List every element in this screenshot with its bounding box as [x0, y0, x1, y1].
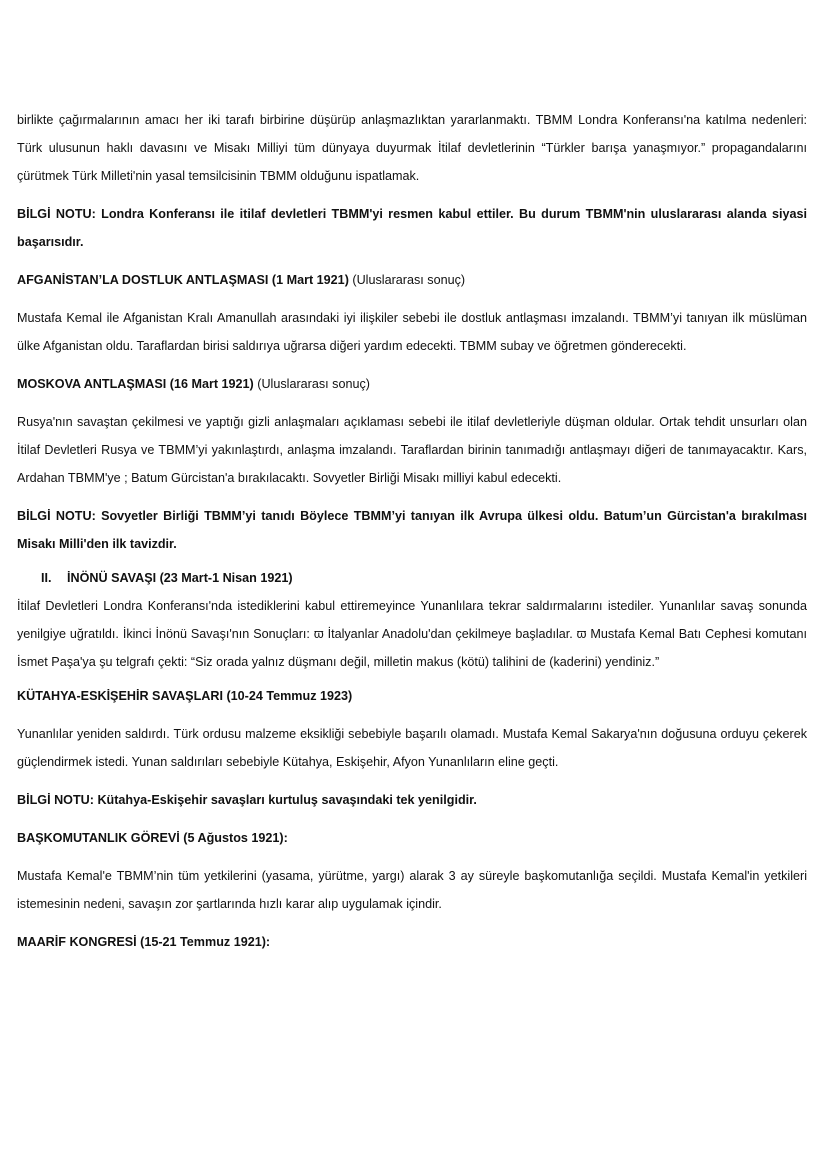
- heading-afghanistan-tag: (Uluslararası sonuç): [348, 273, 466, 287]
- paragraph-moscow: Rusya'nın savaştan çekilmesi ve yaptığı gizli anlaşmaları açıklaması sebebi ile itilaf devletleriyle düşman oldular. Ortak tehdit unsurları olan İtilaf Devletleri Rusya ve TBMM’yi yakınlaştırdı, anlaşma imzalandı. Taraflardan birinin tanımadığı antlaşmayı diğeri de tanımayacaktır. Kars, Ardahan TBMM'ye ; Batum Gürcistan'a bırakılacaktı. Sovyetler Birliği Misakı milliyi kabul edecekti.: [17, 415, 807, 485]
- paragraph-kutahya: Yunanlılar yeniden saldırdı. Türk ordusu malzeme eksikliği sebebiyle başarılı olamadı. Mustafa Kemal Sakarya'nın doğusuna orduyu çekerek güçlendirmek istedi. Yunan saldırıları sebebiyle Kütahya, Eskişehir, Afyon Yunanlıların eline geçti.: [17, 727, 807, 769]
- info-note-london: BİLGİ NOTU: Londra Konferansı ile itilaf devletleri TBMM'yi resmen kabul ettiler. Bu durum TBMM'nin uluslararası alanda siyasi başarısıdır.: [17, 207, 807, 249]
- heading-inonu: [17, 564, 807, 592]
- heading-baskomutanlik: BAŞKOMUTANLIK GÖREVİ (5 Ağustos 1921):: [17, 831, 288, 845]
- info-note-kutahya: BİLGİ NOTU: Kütahya-Eskişehir savaşları kurtuluş savaşındaki tek yenilgidir.: [17, 793, 477, 807]
- heading-afghanistan-title: AFGANİSTAN’LA DOSTLUK ANTLAŞMASI (1 Mart 1921): [17, 273, 349, 287]
- paragraph-london-conference: birlikte çağırmalarının amacı her iki tarafı birbirine düşürüp anlaşmazlıktan yararlanmaktı. TBMM Londra Konferansı'na katılma nedenleri: Türk ulusunun haklı davasını ve Misakı Milliyi tüm dünyaya duyurmak İtilaf devletlerinin “Türkler barışa yanaşmıyor.” propagandalarını çürütmek Türk Milleti'nin yasal temsilcisinin TBMM olduğunu ispatlamak.: [17, 113, 807, 183]
- heading-afghanistan: [17, 266, 807, 294]
- paragraph-afghanistan: Mustafa Kemal ile Afganistan Kralı Amanullah arasındaki iyi ilişkiler sebebi ile dostluk antlaşması imzalandı. TBMM’yi tanıyan ilk müslüman ülke Afganistan oldu. Taraflardan birisi saldırıya uğrarsa diğeri yardım edecekti. TBMM subay ve öğretmen gönderecekti.: [17, 311, 807, 353]
- heading-moscow-tag: (Uluslararası sonuç): [253, 377, 370, 391]
- paragraph-baskomutanlik: Mustafa Kemal'e TBMM’nin tüm yetkilerini (yasama, yürütme, yargı) alarak 3 ay süreyle başkomutanlığa seçildi. Mustafa Kemal'in yetkileri istemesinin nedeni, savaşın zor şartlarında hızlı karar alıp uygulamak içindir.: [17, 869, 807, 911]
- heading-moscow-title: MOSKOVA ANTLAŞMASI (16 Mart 1921): [17, 377, 254, 391]
- heading-moscow: [17, 370, 807, 398]
- heading-kutahya: KÜTAHYA-ESKİŞEHİR SAVAŞLARI (10-24 Temmuz 1923): [17, 689, 353, 703]
- info-note-soviet: BİLGİ NOTU: Sovyetler Birliği TBMM’yi tanıdı Böylece TBMM’yi tanıyan ilk Avrupa ülkesi oldu. Batum’un Gürcistan'a bırakılması Misakı Milli'den ilk tavizdir.: [17, 509, 807, 551]
- section-number: II.: [41, 571, 52, 585]
- heading-inonu-title: İNÖNÜ SAVAŞI (23 Mart-1 Nisan 1921): [67, 571, 293, 585]
- paragraph-inonu: İtilaf Devletleri Londra Konferansı'nda istediklerini kabul ettiremeyince Yunanlılara tekrar saldırmalarını istediler. Yunanlılar savaş sonunda yenilgiye uğratıldı. İkinci İnönü Savaşı'nın Sonuçları: ϖ İtalyanlar Anadolu'dan çekilmeye başladılar. ϖ Mustafa Kemal Batı Cephesi komutanı İsmet Paşa'ya şu telgrafı çekti: “Siz orada yalnız düşmanı değil, milletin makus (kötü) talihini de (kaderini) yendiniz.”: [17, 599, 807, 669]
- heading-maarif: MAARİF KONGRESİ (15-21 Temmuz 1921):: [17, 935, 271, 949]
